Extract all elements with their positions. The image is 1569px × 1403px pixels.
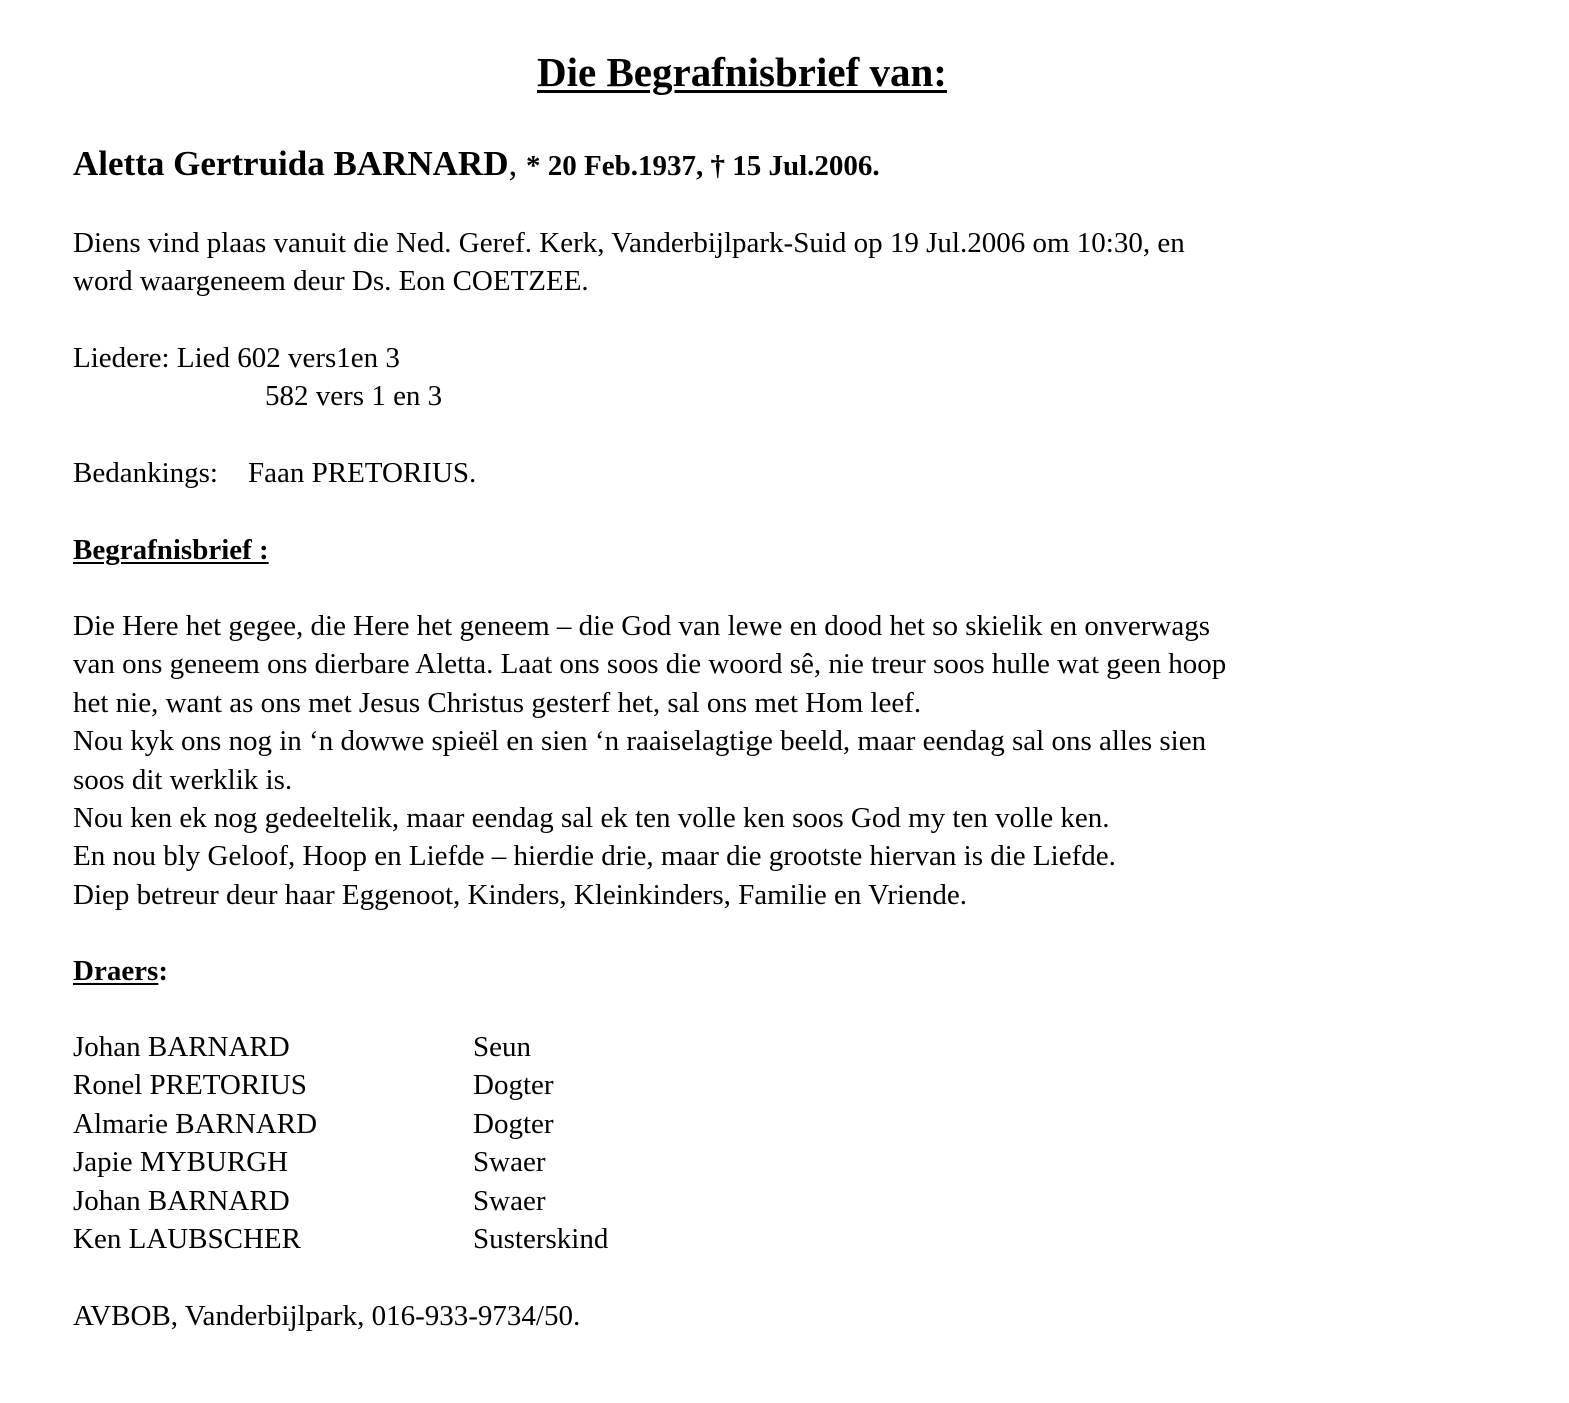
bearers-heading-text: Draers [73, 955, 159, 987]
bearer-row [73, 1220, 608, 1258]
letter-line: soos dit werklik is. [73, 763, 293, 796]
letter-line: het nie, want as ons met Jesus Christus gesterf het, sal ons met Hom leef. [73, 686, 922, 719]
bearers-heading-colon: : [158, 955, 169, 987]
bearer-row [73, 1182, 608, 1220]
letter-line: van ons geneem ons dierbare Aletta. Laat ons soos die woord sê, nie treur soos hulle wat geen hoop [73, 648, 1227, 681]
service-paragraph [73, 224, 1185, 301]
bearer-relation: Susterskind [473, 1223, 609, 1256]
bearer-row [73, 1028, 608, 1066]
bearer-name: Japie MYBURGH [73, 1146, 289, 1179]
bearer-relation: Dogter [473, 1107, 554, 1140]
deceased-dates: * 20 Feb.1937, † 15 Jul.2006. [525, 150, 880, 182]
bearer-name: Ronel PRETORIUS [73, 1069, 307, 1102]
bearer-row [73, 1105, 608, 1143]
thanks-label: Bedankings: [73, 457, 218, 489]
letter-line: En nou bly Geloof, Hoop en Liefde – hierdie drie, maar die grootste hiervan is die Liefde. [73, 840, 1116, 873]
letter-line: Diep betreur deur haar Eggenoot, Kinders, Kleinkinders, Familie en Vriende. [73, 878, 968, 911]
bearer-name: Ken LAUBSCHER [73, 1223, 301, 1256]
songs-line-1: Liedere: Lied 602 vers1en 3 [73, 342, 400, 374]
letter-line: Nou kyk ons nog in ‘n dowwe spieël en sien ‘n raaiselagtige beeld, maar eendag sal ons alles sien [73, 725, 1207, 758]
bearers-table [73, 1028, 608, 1258]
deceased-line [73, 142, 880, 188]
bearer-name: Johan BARNARD [73, 1031, 290, 1063]
bearer-relation: Swaer [473, 1184, 546, 1217]
letter-heading [73, 531, 269, 569]
songs-paragraph [73, 339, 442, 416]
undertaker-contact: AVBOB, Vanderbijlpark, 016-933-9734/50. [73, 1300, 581, 1332]
document-title: Die Begrafnisbrief van: [537, 49, 947, 95]
bearer-relation: Swaer [473, 1146, 546, 1179]
bearer-name: Almarie BARNARD [73, 1107, 318, 1140]
letter-line: Nou ken ek nog gedeeltelik, maar eendag sal ek ten volle ken soos God my ten volle ken. [73, 802, 1110, 835]
songs-line-2: 582 vers 1 en 3 [265, 380, 443, 413]
bearer-relation: Seun [473, 1031, 531, 1063]
service-line-2: word waargeneem deur Ds. Eon COETZEE. [73, 265, 589, 298]
bearers-heading [73, 952, 168, 990]
bearer-row [73, 1066, 608, 1104]
thanks-line [73, 454, 476, 492]
deceased-name: Aletta Gertruida BARNARD [73, 144, 509, 183]
deceased-separator: , [508, 144, 526, 183]
letter-body [73, 607, 1226, 914]
service-line-1: Diens vind plaas vanuit die Ned. Geref. Kerk, Vanderbijlpark-Suid op 19 Jul.2006 om 10:30, en [73, 227, 1185, 259]
letter-heading-text: Begrafnisbrief : [73, 534, 269, 566]
bearer-name: Johan BARNARD [73, 1184, 290, 1217]
bearer-row [73, 1143, 608, 1181]
thanks-name: Faan PRETORIUS. [248, 457, 477, 489]
letter-line: Die Here het gegee, die Here het geneem – die God van lewe en dood het so skielik en onverwags [73, 610, 1211, 642]
bearer-relation: Dogter [473, 1069, 554, 1102]
